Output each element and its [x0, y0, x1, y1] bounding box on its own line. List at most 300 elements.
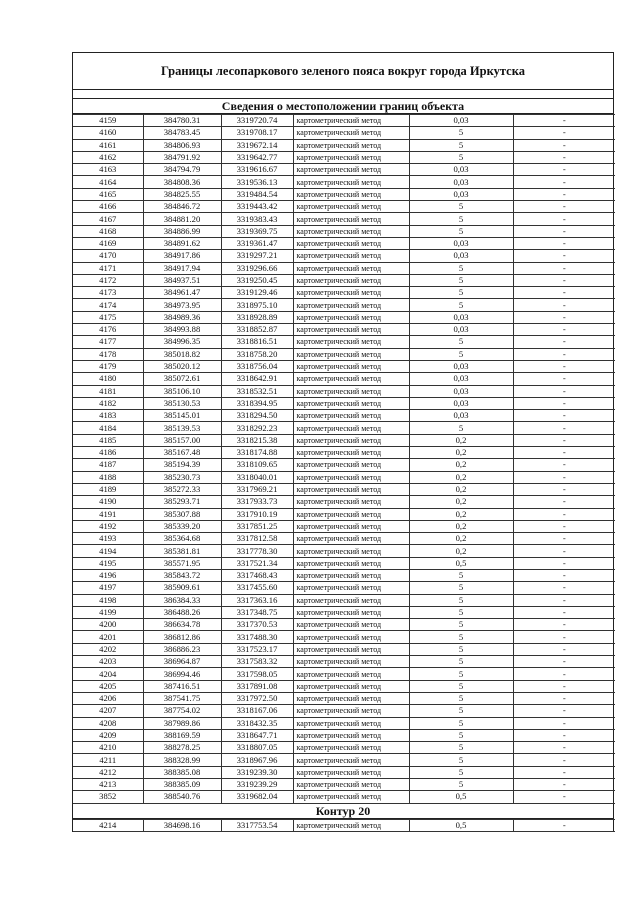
coord-y-cell: 3318758.20: [221, 348, 293, 360]
table-row: [73, 447, 615, 459]
method-cell: картометрический метод: [293, 127, 409, 139]
accuracy-cell: 5: [409, 742, 513, 754]
point-number-cell: 4188: [73, 471, 143, 483]
coord-x-cell: 385381.81: [143, 545, 221, 557]
coord-x-cell: 384917.86: [143, 250, 221, 262]
table-row: [73, 151, 615, 163]
document-title: Границы лесопаркового зеленого пояса вокруг города Иркутска: [73, 53, 613, 90]
accuracy-cell: 0,03: [409, 311, 513, 323]
coord-y-cell: 3318816.51: [221, 336, 293, 348]
coord-x-cell: 387416.51: [143, 680, 221, 692]
method-cell: картометрический метод: [293, 397, 409, 409]
point-number-cell: 4189: [73, 483, 143, 495]
table-row: [73, 471, 615, 483]
method-cell: картометрический метод: [293, 680, 409, 692]
method-cell: картометрический метод: [293, 324, 409, 336]
note-cell: -: [513, 225, 615, 237]
note-cell: -: [513, 533, 615, 545]
table-row: [73, 496, 615, 508]
point-number-cell: 4186: [73, 447, 143, 459]
method-cell: картометрический метод: [293, 582, 409, 594]
coord-x-cell: 385364.68: [143, 533, 221, 545]
accuracy-cell: 0,5: [409, 557, 513, 569]
coord-x-cell: 385139.53: [143, 422, 221, 434]
table-row: [73, 705, 615, 717]
accuracy-cell: 5: [409, 225, 513, 237]
table-row: [73, 520, 615, 532]
coord-y-cell: 3319708.17: [221, 127, 293, 139]
coord-y-cell: 3317521.34: [221, 557, 293, 569]
coord-y-cell: 3317370.53: [221, 619, 293, 631]
point-number-cell: 4208: [73, 717, 143, 729]
method-cell: картометрический метод: [293, 348, 409, 360]
table-row: [73, 360, 615, 372]
accuracy-cell: 5: [409, 606, 513, 618]
point-number-cell: 4206: [73, 692, 143, 704]
point-number-cell: 4173: [73, 287, 143, 299]
method-cell: картометрический метод: [293, 201, 409, 213]
note-cell: -: [513, 151, 615, 163]
note-cell: -: [513, 287, 615, 299]
note-cell: -: [513, 471, 615, 483]
method-cell: картометрический метод: [293, 299, 409, 311]
accuracy-cell: 5: [409, 692, 513, 704]
note-cell: -: [513, 483, 615, 495]
point-number-cell: 4179: [73, 360, 143, 372]
point-number-cell: 4195: [73, 557, 143, 569]
coord-x-cell: 386634.78: [143, 619, 221, 631]
method-cell: картометрический метод: [293, 213, 409, 225]
method-cell: картометрический метод: [293, 569, 409, 581]
method-cell: картометрический метод: [293, 373, 409, 385]
point-number-cell: 4161: [73, 139, 143, 151]
coord-x-cell: 384825.55: [143, 188, 221, 200]
point-number-cell: 4202: [73, 643, 143, 655]
accuracy-cell: 0,5: [409, 819, 513, 831]
table-row: [73, 819, 615, 831]
table-row: [73, 127, 615, 139]
method-cell: картометрический метод: [293, 164, 409, 176]
accuracy-cell: 0,2: [409, 483, 513, 495]
coord-y-cell: 3318756.04: [221, 360, 293, 372]
note-cell: -: [513, 410, 615, 422]
table-row: [73, 213, 615, 225]
coord-y-cell: 3317468.43: [221, 569, 293, 581]
point-number-cell: 4160: [73, 127, 143, 139]
coord-x-cell: 388328.99: [143, 754, 221, 766]
coord-y-cell: 3317583.32: [221, 656, 293, 668]
accuracy-cell: 5: [409, 201, 513, 213]
accuracy-cell: 5: [409, 729, 513, 741]
point-number-cell: 4210: [73, 742, 143, 754]
note-cell: -: [513, 385, 615, 397]
method-cell: картометрический метод: [293, 151, 409, 163]
method-cell: картометрический метод: [293, 545, 409, 557]
method-cell: картометрический метод: [293, 557, 409, 569]
point-number-cell: 4162: [73, 151, 143, 163]
note-cell: -: [513, 213, 615, 225]
point-number-cell: 4191: [73, 508, 143, 520]
coord-y-cell: 3319250.45: [221, 274, 293, 286]
accuracy-cell: 0,2: [409, 496, 513, 508]
note-cell: -: [513, 680, 615, 692]
table-row: [73, 336, 615, 348]
method-cell: картометрический метод: [293, 631, 409, 643]
coord-x-cell: 386964.87: [143, 656, 221, 668]
table-row: [73, 262, 615, 274]
method-cell: картометрический метод: [293, 779, 409, 791]
point-number-cell: 4180: [73, 373, 143, 385]
coord-y-cell: 3318647.71: [221, 729, 293, 741]
coord-y-cell: 3317778.30: [221, 545, 293, 557]
method-cell: картометрический метод: [293, 471, 409, 483]
coord-y-cell: 3319297.21: [221, 250, 293, 262]
note-cell: -: [513, 545, 615, 557]
coord-x-cell: 384698.16: [143, 819, 221, 831]
accuracy-cell: 0,03: [409, 250, 513, 262]
accuracy-cell: 0,03: [409, 164, 513, 176]
coord-x-cell: 385272.33: [143, 483, 221, 495]
point-number-cell: 4167: [73, 213, 143, 225]
coord-x-cell: 385909.61: [143, 582, 221, 594]
coord-y-cell: 3319616.67: [221, 164, 293, 176]
boundary-points-body: [73, 115, 615, 804]
table-row: [73, 373, 615, 385]
accuracy-cell: 5: [409, 705, 513, 717]
method-cell: картометрический метод: [293, 434, 409, 446]
table-row: [73, 545, 615, 557]
point-number-cell: 4185: [73, 434, 143, 446]
accuracy-cell: 5: [409, 619, 513, 631]
table-row: [73, 569, 615, 581]
table-row: [73, 299, 615, 311]
coord-y-cell: 3317969.21: [221, 483, 293, 495]
method-cell: картометрический метод: [293, 643, 409, 655]
accuracy-cell: 5: [409, 668, 513, 680]
coord-y-cell: 3317933.73: [221, 496, 293, 508]
accuracy-cell: 0,2: [409, 471, 513, 483]
table-row: [73, 311, 615, 323]
accuracy-cell: 5: [409, 127, 513, 139]
point-number-cell: 4163: [73, 164, 143, 176]
method-cell: картометрический метод: [293, 791, 409, 803]
coord-x-cell: 384886.99: [143, 225, 221, 237]
table-row: [73, 188, 615, 200]
table-row: [73, 680, 615, 692]
coord-y-cell: 3319672.14: [221, 139, 293, 151]
coord-y-cell: 3318642.91: [221, 373, 293, 385]
point-number-cell: 4190: [73, 496, 143, 508]
method-cell: картометрический метод: [293, 459, 409, 471]
coord-y-cell: 3318532.51: [221, 385, 293, 397]
coord-x-cell: 384961.47: [143, 287, 221, 299]
method-cell: картометрический метод: [293, 139, 409, 151]
table-row: [73, 668, 615, 680]
coord-y-cell: 3318109.65: [221, 459, 293, 471]
point-number-cell: 4184: [73, 422, 143, 434]
note-cell: -: [513, 754, 615, 766]
coord-x-cell: 385018.82: [143, 348, 221, 360]
table-row: [73, 324, 615, 336]
coord-y-cell: 3317972.50: [221, 692, 293, 704]
coord-x-cell: 384780.31: [143, 115, 221, 127]
table-row: [73, 348, 615, 360]
coord-x-cell: 388540.76: [143, 791, 221, 803]
contour-points-table: [73, 819, 615, 832]
coord-y-cell: 3319129.46: [221, 287, 293, 299]
method-cell: картометрический метод: [293, 360, 409, 372]
accuracy-cell: 0,03: [409, 360, 513, 372]
note-cell: -: [513, 201, 615, 213]
accuracy-cell: 5: [409, 422, 513, 434]
coord-y-cell: 3318432.35: [221, 717, 293, 729]
note-cell: -: [513, 324, 615, 336]
accuracy-cell: 0,2: [409, 434, 513, 446]
coord-x-cell: 386384.33: [143, 594, 221, 606]
accuracy-cell: 0,03: [409, 385, 513, 397]
table-row: [73, 594, 615, 606]
table-row: [73, 729, 615, 741]
note-cell: -: [513, 422, 615, 434]
coord-y-cell: 3318394.95: [221, 397, 293, 409]
coord-x-cell: 385072.61: [143, 373, 221, 385]
table-row: [73, 434, 615, 446]
table-row: [73, 754, 615, 766]
note-cell: -: [513, 459, 615, 471]
method-cell: картометрический метод: [293, 705, 409, 717]
table-row: [73, 410, 615, 422]
method-cell: картометрический метод: [293, 311, 409, 323]
coord-y-cell: 3317812.58: [221, 533, 293, 545]
table-row: [73, 508, 615, 520]
coord-x-cell: 385230.73: [143, 471, 221, 483]
method-cell: картометрический метод: [293, 385, 409, 397]
coord-y-cell: 3317455.60: [221, 582, 293, 594]
accuracy-cell: 0,5: [409, 791, 513, 803]
coord-y-cell: 3319296.66: [221, 262, 293, 274]
accuracy-cell: 5: [409, 680, 513, 692]
method-cell: картометрический метод: [293, 594, 409, 606]
point-number-cell: 4175: [73, 311, 143, 323]
point-number-cell: 4166: [73, 201, 143, 213]
note-cell: -: [513, 631, 615, 643]
table-row: [73, 656, 615, 668]
coord-y-cell: 3319369.75: [221, 225, 293, 237]
coord-x-cell: 384989.36: [143, 311, 221, 323]
accuracy-cell: 0,2: [409, 533, 513, 545]
note-cell: -: [513, 496, 615, 508]
method-cell: картометрический метод: [293, 237, 409, 249]
point-number-cell: 4178: [73, 348, 143, 360]
method-cell: картометрический метод: [293, 766, 409, 778]
accuracy-cell: 5: [409, 717, 513, 729]
point-number-cell: 4207: [73, 705, 143, 717]
coord-y-cell: 3317753.54: [221, 819, 293, 831]
coord-y-cell: 3319484.54: [221, 188, 293, 200]
point-number-cell: 4177: [73, 336, 143, 348]
table-row: [73, 385, 615, 397]
method-cell: картометрический метод: [293, 336, 409, 348]
note-cell: -: [513, 397, 615, 409]
method-cell: картометрический метод: [293, 533, 409, 545]
coord-x-cell: 386886.23: [143, 643, 221, 655]
table-row: [73, 287, 615, 299]
coord-x-cell: 385843.72: [143, 569, 221, 581]
method-cell: картометрический метод: [293, 508, 409, 520]
accuracy-cell: 5: [409, 287, 513, 299]
accuracy-cell: 5: [409, 643, 513, 655]
accuracy-cell: 5: [409, 139, 513, 151]
method-cell: картометрический метод: [293, 287, 409, 299]
section-subtitle: Сведения о местоположении границ объекта: [73, 99, 613, 114]
accuracy-cell: 5: [409, 299, 513, 311]
coord-y-cell: 3317523.17: [221, 643, 293, 655]
table-row: [73, 422, 615, 434]
note-cell: -: [513, 606, 615, 618]
coord-x-cell: 388169.59: [143, 729, 221, 741]
note-cell: -: [513, 237, 615, 249]
note-cell: -: [513, 520, 615, 532]
coord-x-cell: 388385.08: [143, 766, 221, 778]
coord-x-cell: 386812.86: [143, 631, 221, 643]
table-row: [73, 631, 615, 643]
coord-x-cell: 385339.20: [143, 520, 221, 532]
point-number-cell: 4197: [73, 582, 143, 594]
coord-y-cell: 3318967.96: [221, 754, 293, 766]
method-cell: картометрический метод: [293, 483, 409, 495]
note-cell: -: [513, 819, 615, 831]
contour-heading: Контур 20: [73, 804, 613, 819]
point-number-cell: 4192: [73, 520, 143, 532]
coord-y-cell: 3318928.89: [221, 311, 293, 323]
point-number-cell: 4168: [73, 225, 143, 237]
note-cell: -: [513, 619, 615, 631]
note-cell: -: [513, 274, 615, 286]
method-cell: картометрический метод: [293, 410, 409, 422]
coord-y-cell: 3319682.04: [221, 791, 293, 803]
coord-x-cell: 385145.01: [143, 410, 221, 422]
accuracy-cell: 5: [409, 631, 513, 643]
point-number-cell: 4171: [73, 262, 143, 274]
coord-x-cell: 385130.53: [143, 397, 221, 409]
coord-x-cell: 384791.92: [143, 151, 221, 163]
table-row: [73, 483, 615, 495]
table-row: [73, 250, 615, 262]
method-cell: картометрический метод: [293, 447, 409, 459]
coord-y-cell: 3317598.05: [221, 668, 293, 680]
method-cell: картометрический метод: [293, 496, 409, 508]
table-row: [73, 717, 615, 729]
coord-x-cell: 384808.36: [143, 176, 221, 188]
accuracy-cell: 0,2: [409, 545, 513, 557]
method-cell: картометрический метод: [293, 717, 409, 729]
coord-x-cell: 384917.94: [143, 262, 221, 274]
method-cell: картометрический метод: [293, 729, 409, 741]
note-cell: -: [513, 766, 615, 778]
coord-x-cell: 385194.39: [143, 459, 221, 471]
note-cell: -: [513, 717, 615, 729]
point-number-cell: 4193: [73, 533, 143, 545]
coord-x-cell: 385167.48: [143, 447, 221, 459]
point-number-cell: 4211: [73, 754, 143, 766]
coord-x-cell: 384783.45: [143, 127, 221, 139]
table-row: [73, 164, 615, 176]
coord-x-cell: 384806.93: [143, 139, 221, 151]
method-cell: картометрический метод: [293, 520, 409, 532]
coord-x-cell: 387754.02: [143, 705, 221, 717]
accuracy-cell: 0,03: [409, 176, 513, 188]
coord-x-cell: 384973.95: [143, 299, 221, 311]
coord-y-cell: 3318294.50: [221, 410, 293, 422]
note-cell: -: [513, 692, 615, 704]
accuracy-cell: 5: [409, 582, 513, 594]
note-cell: -: [513, 299, 615, 311]
method-cell: картометрический метод: [293, 262, 409, 274]
coord-x-cell: 384794.79: [143, 164, 221, 176]
note-cell: -: [513, 791, 615, 803]
accuracy-cell: 5: [409, 336, 513, 348]
point-number-cell: 4212: [73, 766, 143, 778]
contour-points-body: [73, 819, 615, 831]
point-number-cell: 4209: [73, 729, 143, 741]
coord-y-cell: 3318852.87: [221, 324, 293, 336]
note-cell: -: [513, 447, 615, 459]
note-cell: -: [513, 336, 615, 348]
coord-x-cell: 384846.72: [143, 201, 221, 213]
note-cell: -: [513, 594, 615, 606]
coord-y-cell: 3319536.13: [221, 176, 293, 188]
coord-y-cell: 3319239.29: [221, 779, 293, 791]
coord-x-cell: 385157.00: [143, 434, 221, 446]
accuracy-cell: 0,03: [409, 373, 513, 385]
document-sheet: [72, 52, 614, 832]
note-cell: -: [513, 373, 615, 385]
point-number-cell: 4205: [73, 680, 143, 692]
accuracy-cell: 5: [409, 151, 513, 163]
accuracy-cell: 0,03: [409, 188, 513, 200]
note-cell: -: [513, 250, 615, 262]
coord-y-cell: 3319239.30: [221, 766, 293, 778]
coord-x-cell: 385571.95: [143, 557, 221, 569]
note-cell: -: [513, 139, 615, 151]
table-row: [73, 557, 615, 569]
method-cell: картометрический метод: [293, 274, 409, 286]
table-row: [73, 533, 615, 545]
method-cell: картометрический метод: [293, 225, 409, 237]
accuracy-cell: 5: [409, 569, 513, 581]
table-row: [73, 459, 615, 471]
coord-y-cell: 3318215.38: [221, 434, 293, 446]
accuracy-cell: 5: [409, 274, 513, 286]
coord-y-cell: 3319443.42: [221, 201, 293, 213]
coord-x-cell: 384937.51: [143, 274, 221, 286]
coord-y-cell: 3317851.25: [221, 520, 293, 532]
point-number-cell: 4174: [73, 299, 143, 311]
method-cell: картометрический метод: [293, 668, 409, 680]
method-cell: картометрический метод: [293, 656, 409, 668]
note-cell: -: [513, 557, 615, 569]
note-cell: -: [513, 348, 615, 360]
coord-x-cell: 384891.62: [143, 237, 221, 249]
accuracy-cell: 5: [409, 262, 513, 274]
accuracy-cell: 0,2: [409, 508, 513, 520]
coord-x-cell: 384996.35: [143, 336, 221, 348]
coord-y-cell: 3318174.88: [221, 447, 293, 459]
point-number-cell: 4159: [73, 115, 143, 127]
table-row: [73, 692, 615, 704]
point-number-cell: 4183: [73, 410, 143, 422]
point-number-cell: 4198: [73, 594, 143, 606]
